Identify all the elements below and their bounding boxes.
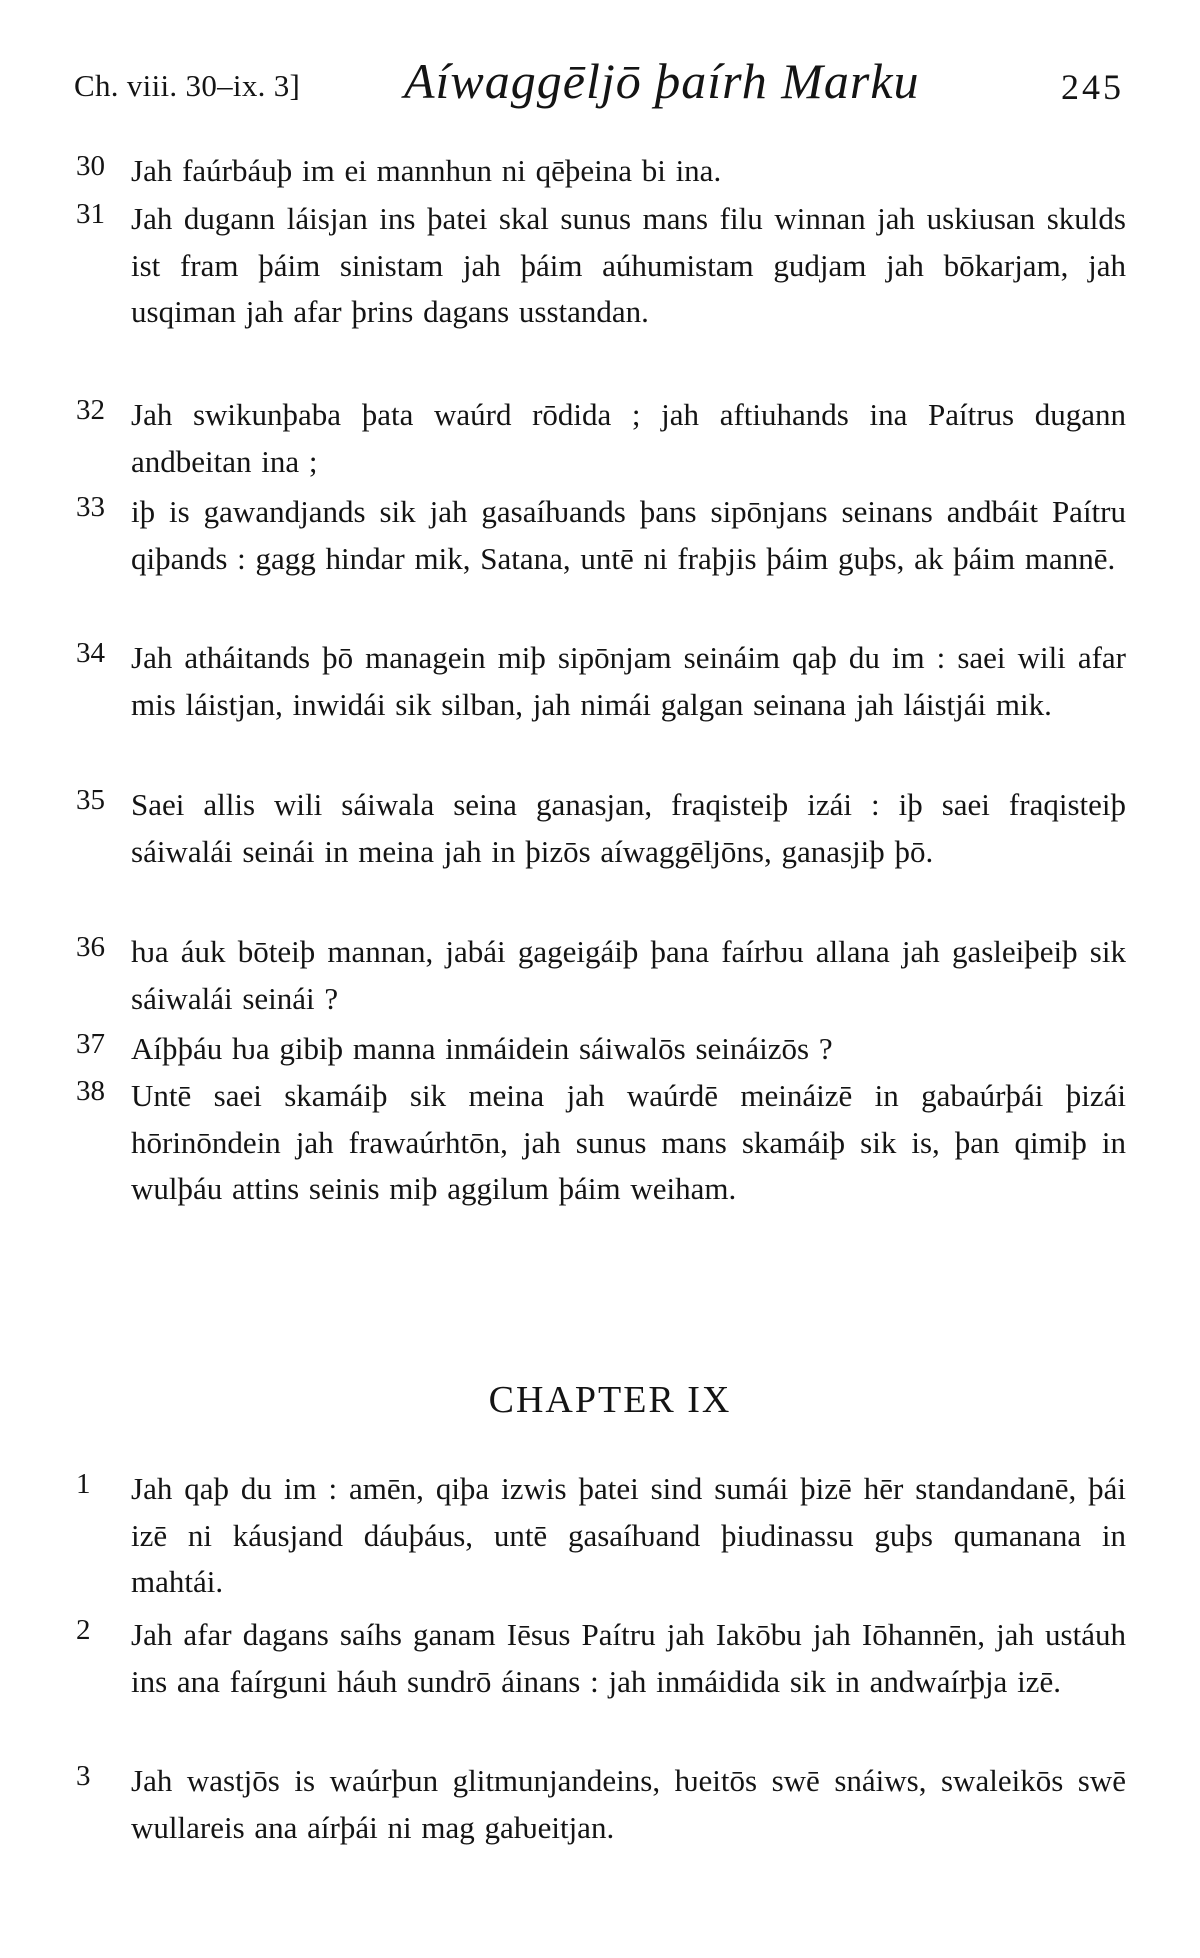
verse-number: 1 — [76, 1468, 91, 1500]
verse-number: 2 — [76, 1614, 91, 1646]
running-header — [74, 52, 1124, 112]
book-title: Aíwaggēljō þaírh Marku — [404, 53, 920, 109]
verse-text: Jah dugann láisjan ins þatei skal sunus mans filu winnan jah uskiusan skulds ist fram þáim sinistam jah þáim aúhumistam gudjam jah bōkarjam, jah usqiman jah afar þrins dagans usstandan. — [131, 201, 1126, 329]
verse-number: 36 — [76, 931, 105, 963]
verse-text: Jah wastjōs is waúrþun glitmunjandeins, ƕeitōs swē snáiws, swaleikōs swē wullareis ana aírþái ni mag gaƕeitjan. — [131, 1763, 1126, 1845]
verse-ix-3 — [76, 1758, 1126, 1958]
verse-number: 35 — [76, 784, 105, 816]
verse-text: Saei allis wili sáiwala seina ganasjan, fraqisteiþ izái : iþ saei fraqisteiþ sáiwalái seinái in meina jah in þizōs aíwaggēljōns, ganasjiþ þō. — [131, 787, 1126, 869]
verse-viii-31 — [76, 196, 1126, 396]
verse-number: 33 — [76, 491, 105, 523]
verse-text: Jah swikunþaba þata waúrd rōdida ; jah aftiuhands ina Paítrus dugann andbeitan ina ; — [131, 397, 1126, 479]
verse-number: 3 — [76, 1760, 91, 1792]
verse-text: ƕa áuk bōteiþ mannan, jabái gageigáiþ þana faírƕu allana jah gasleiþeiþ sik sáiwalái seinái ? — [131, 934, 1126, 1016]
chapter-range: Ch. viii. 30–ix. 3] — [74, 68, 301, 103]
chapter-heading: CHAPTER IX — [488, 1379, 732, 1421]
verse-text: iþ is gawandjands sik jah gasaíƕands þans sipōnjans seinans andbáit Paítru qiþands : gagg hindar mik, Satana, untē ni fraþjis þáim guþs, ak þáim mannē. — [131, 494, 1126, 576]
verse-viii-38 — [76, 1073, 1126, 1273]
verse-number: 38 — [76, 1075, 105, 1107]
verse-number: 37 — [76, 1028, 105, 1060]
page-number: 245 — [1061, 67, 1124, 107]
verse-text: Aíþþáu ƕa gibiþ manna inmáidein sáiwalōs seináizōs ? — [131, 1031, 833, 1066]
verse-text: Jah qaþ du im : amēn, qiþa izwis þatei sind sumái þizē hēr standandanē, þái izē ni káusjand dáuþáus, untē gasaíƕand þiudinassu guþs qumanana in mahtái. — [131, 1471, 1126, 1599]
verse-text: Jah faúrbáuþ im ei mannhun ni qēþeina bi ina. — [131, 153, 722, 188]
verse-number: 34 — [76, 637, 105, 669]
verse-number: 31 — [76, 198, 105, 230]
verse-text: Jah afar dagans saíhs ganam Iēsus Paítru jah Iakōbu jah Iōhannēn, jah ustáuh ins ana faírguni háuh sundrō áinans : jah inmáidida sik in andwaírþja izē. — [131, 1617, 1126, 1699]
verse-text: Jah atháitands þō managein miþ sipōnjam seináim qaþ du im : saei wili afar mis láistjan, inwidái sik silban, jah nimái galgan seinana jah láistjái mik. — [131, 640, 1126, 722]
verse-number: 32 — [76, 394, 105, 426]
verse-number: 30 — [76, 150, 105, 182]
verse-text: Untē saei skamáiþ sik meina jah waúrdē meináizē in gabaúrþái þizái hōrinōndein jah frawaúrhtōn, jah sunus mans skamáiþ sik is, þan qimiþ in wulþáu attins seinis miþ aggilum þáim weiham. — [131, 1078, 1126, 1206]
